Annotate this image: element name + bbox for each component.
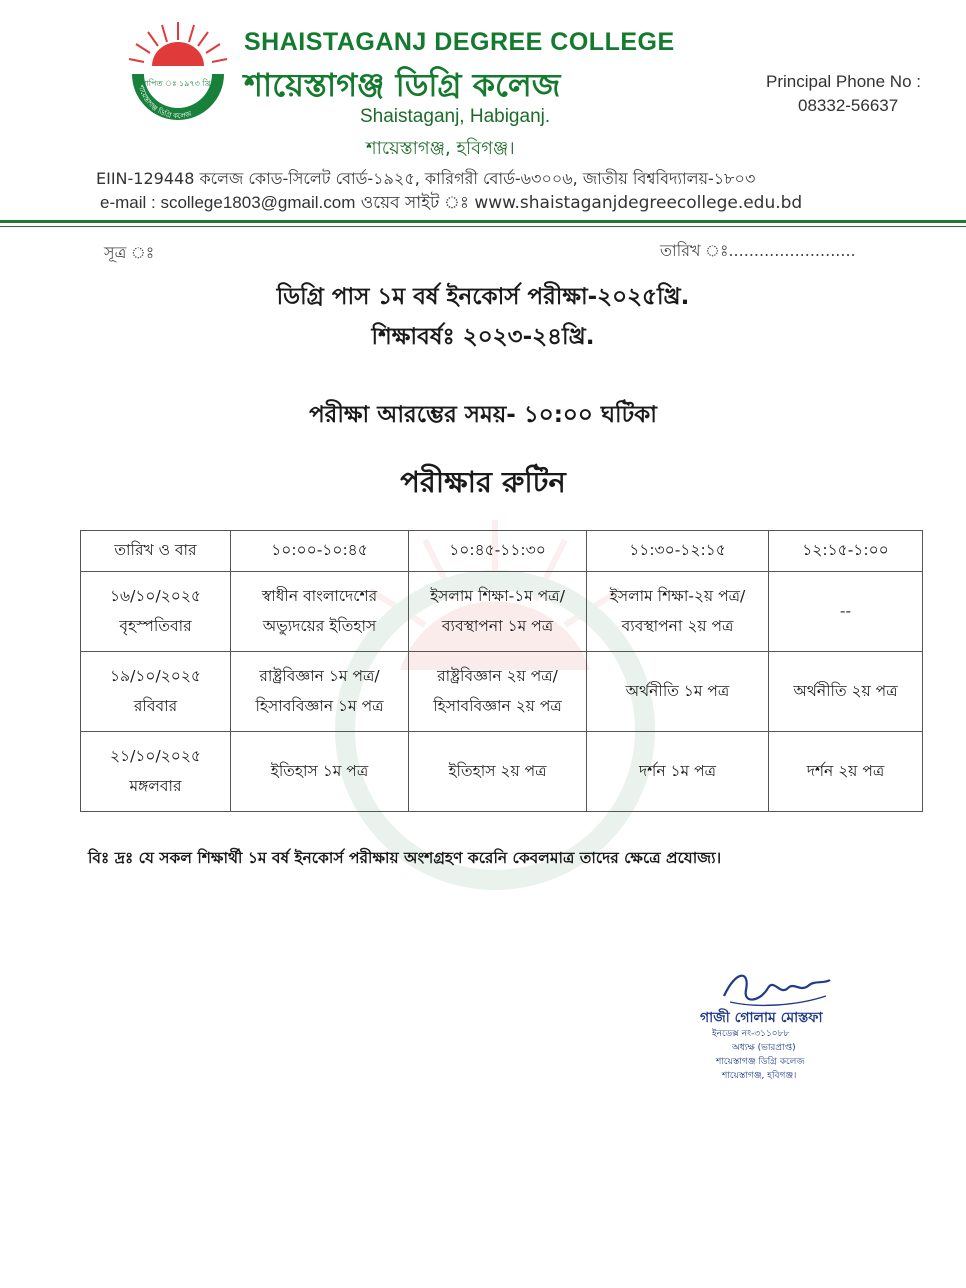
address-english: Shaistaganj, Habiganj.	[360, 106, 551, 127]
subject-cell	[409, 572, 587, 652]
subject-line: ব্যবস্থাপনা ২য় পত্র	[621, 616, 734, 635]
header-divider-thin	[0, 226, 966, 227]
row-day: রবিবার	[133, 696, 178, 715]
subject-cell	[587, 732, 769, 812]
subject-line: অর্থনীতি ২য় পত্র	[793, 681, 898, 700]
signatory-institution: শায়েস্তাগঞ্জ ডিগ্রি কলেজ	[716, 1057, 805, 1067]
logo-established-text: স্থাপিত ঃ ১৯৭৩ খ্রিঃ	[141, 79, 215, 88]
college-name-english: SHAISTAGANJ DEGREE COLLEGE	[244, 28, 675, 56]
subject-cell	[769, 572, 923, 652]
header-date-day: তারিখ ও বার	[81, 531, 231, 572]
row-day: বৃহস্পতিবার	[119, 616, 192, 635]
principal-phone-number: 08332-56637	[798, 96, 899, 115]
header-slot-4: ১২:১৫-১:০০	[769, 531, 923, 572]
subject-line: রাষ্ট্রবিজ্ঞান ২য় পত্র/	[437, 667, 558, 686]
logo-ring-text: শায়েস্তাগঞ্জ ডিগ্রি কলেজ	[136, 84, 193, 121]
row-date: ১৯/১০/২০২৫	[110, 667, 201, 686]
subject-line: অর্থনীতি ১ম পত্র	[625, 681, 730, 700]
subject-cell	[769, 732, 923, 812]
college-name-bangla: শায়েস্তাগঞ্জ ডিগ্রি কলেজ	[244, 66, 561, 104]
subject-cell	[409, 732, 587, 812]
subject-line: ইতিহাস ২য় পত্র	[448, 761, 547, 780]
subject-line: অভ্যুদয়ের ইতিহাস	[262, 616, 377, 635]
email-text: e-mail : scollege1803@gmail.com	[100, 193, 356, 212]
subject-line: ইসলাম শিক্ষা-২য় পত্র/	[609, 587, 746, 606]
reference-label: সূত্র ঃ	[104, 243, 155, 262]
academic-session: শিক্ষাবর্ষঃ ২০২৩-২৪খ্রি.	[371, 324, 595, 350]
subject-line: ব্যবস্থাপনা ১ম পত্র	[441, 616, 554, 635]
date-label: তারিখ ঃ.........................	[660, 241, 856, 260]
signatory-address: শায়েস্তাগঞ্জ, হবিগঞ্জ।	[722, 1071, 797, 1081]
subject-line: হিসাববিজ্ঞান ২য় পত্র	[433, 696, 562, 715]
row-date: ১৬/১০/২০২৫	[109, 587, 201, 606]
date-day-cell	[81, 572, 231, 652]
exam-start-time: পরীক্ষা আরম্ভের সময়- ১০:০০ ঘটিকা	[309, 402, 657, 428]
subject-cell	[231, 572, 409, 652]
subject-cell	[587, 572, 769, 652]
header-slot-2: ১০:৪৫-১১:৩০	[409, 531, 587, 572]
college-logo	[122, 18, 234, 130]
subject-line: হিসাববিজ্ঞান ১ম পত্র	[255, 696, 384, 715]
svg-text:শায়েস্তাগঞ্জ ডিগ্রি কলেজ	[136, 83, 193, 120]
subject-cell	[231, 732, 409, 812]
subject-line: দর্শন ১ম পত্র	[639, 761, 716, 780]
signatory-designation: অধ্যক্ষ (ভারপ্রাপ্ত)	[732, 1043, 796, 1053]
contact-line	[100, 190, 802, 218]
table-row	[81, 652, 923, 732]
address-bangla: শায়েস্তাগঞ্জ, হবিগঞ্জ।	[366, 138, 515, 159]
subject-cell	[587, 652, 769, 732]
row-date: ২১/১০/২০২৫	[109, 747, 201, 766]
subject-cell	[409, 652, 587, 732]
header-slot-3: ১১:৩০-১২:১৫	[587, 531, 769, 572]
subject-line: স্বাধীন বাংলাদেশের	[261, 587, 378, 606]
principal-phone-label: Principal Phone No :	[766, 72, 921, 91]
empty-slot-dash: --	[839, 601, 852, 620]
date-day-cell	[81, 652, 231, 732]
signatory-name: গাজী গোলাম মোস্তফা	[700, 1010, 823, 1026]
table-header-row	[81, 531, 923, 572]
institution-codes: EIIN-129448 কলেজ কোড-সিলেট বোর্ড-১৯২৫, কারিগরী বোর্ড-৬৩০০৬, জাতীয় বিশ্ববিদ্যালয়-১৮০৩	[96, 169, 756, 188]
subject-cell	[769, 652, 923, 732]
exam-title: ডিগ্রি পাস ১ম বর্ষ ইনকোর্স পরীক্ষা-২০২৫খ্রি.	[276, 284, 690, 310]
subject-line: দর্শন ২য় পত্র	[806, 761, 885, 780]
signatory-index: ইনডেক্স নং-৩১১০৮৮	[712, 1029, 790, 1039]
header-divider-thick	[0, 220, 966, 223]
table-row	[81, 572, 923, 652]
routine-title: পরীক্ষার রুটিন	[400, 465, 566, 499]
subject-line: ইতিহাস ১ম পত্র	[270, 761, 369, 780]
website-text: ওয়েব সাইট ঃ www.shaistaganjdegreecollege.edu.bd	[360, 193, 803, 213]
footnote: বিঃ দ্রঃ যে সকল শিক্ষার্থী ১ম বর্ষ ইনকোর্স পরীক্ষায় অংশগ্রহণ করেনি কেবলমাত্র তাদের ক্ষেত্রে প্রযোজ্য।	[88, 849, 722, 867]
table-row	[81, 732, 923, 812]
header-slot-1: ১০:০০-১০:৪৫	[231, 531, 409, 572]
exam-routine-table	[80, 530, 923, 812]
subject-line: রাষ্ট্রবিজ্ঞান ১ম পত্র/	[259, 667, 380, 686]
date-day-cell	[81, 732, 231, 812]
subject-line: ইসলাম শিক্ষা-১ম পত্র/	[430, 587, 565, 606]
row-day: মঙ্গলবার	[129, 776, 182, 795]
subject-cell	[231, 652, 409, 732]
